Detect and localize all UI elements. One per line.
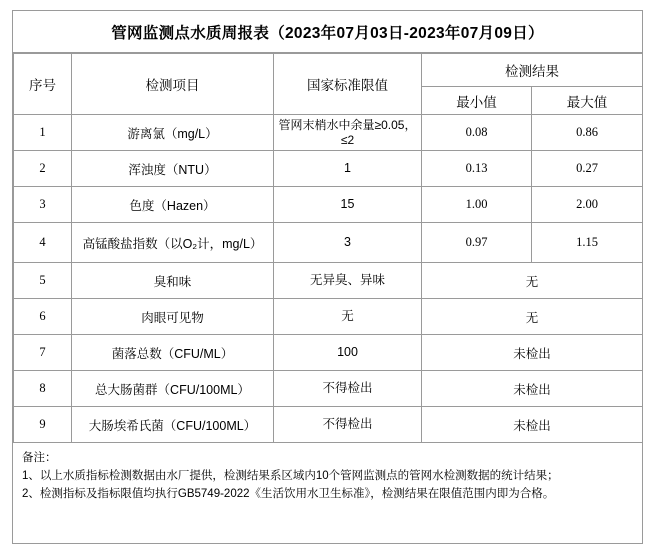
report-frame — [12, 10, 643, 544]
page-title: 管网监测点水质周报表（2023年07月03日-2023年07月09日） — [111, 24, 544, 42]
row-standard: 无 — [274, 299, 422, 335]
notes-line-1: 1、以上水质指标检测数据由水厂提供，检测结果系区域内10个管网监测点的管网水检测数据的统计结果； — [22, 469, 559, 482]
table-header-row-1 — [14, 54, 643, 87]
header-max: 最大值 — [532, 87, 643, 115]
row-item: 肉眼可见物 — [72, 299, 274, 335]
row-item: 大肠埃希氏菌（CFU/100ML） — [72, 407, 274, 443]
row-item: 色度（Hazen） — [72, 187, 274, 223]
table-row — [14, 407, 643, 443]
row-max: 0.86 — [532, 115, 643, 151]
notes-section — [13, 443, 642, 543]
table-head — [14, 54, 643, 115]
row-standard: 管网末梢水中余量≥0.05，≤2 — [274, 115, 422, 151]
water-quality-table — [13, 53, 643, 443]
header-standard: 国家标准限值 — [274, 54, 422, 115]
header-no: 序号 — [14, 54, 72, 115]
row-item: 高锰酸盐指数（以O₂计，mg/L） — [72, 223, 274, 263]
row-no: 9 — [14, 407, 72, 443]
row-result: 无 — [422, 299, 643, 335]
row-standard: 100 — [274, 335, 422, 371]
row-no: 3 — [14, 187, 72, 223]
row-standard: 1 — [274, 151, 422, 187]
row-max: 2.00 — [532, 187, 643, 223]
row-item: 臭和味 — [72, 263, 274, 299]
row-no: 4 — [14, 223, 72, 263]
row-min: 0.08 — [422, 115, 532, 151]
notes-label: 备注： — [22, 452, 57, 464]
row-result: 未检出 — [422, 335, 643, 371]
header-min: 最小值 — [422, 87, 532, 115]
row-standard: 3 — [274, 223, 422, 263]
notes-line-2: 2、检测指标及指标限值均执行GB5749-2022《生活饮用水卫生标准》，检测结果在限值范围内即为合格。 — [22, 487, 555, 500]
row-item: 游离氯（mg/L） — [72, 115, 274, 151]
row-item: 浑浊度（NTU） — [72, 151, 274, 187]
row-item: 总大肠菌群（CFU/100ML） — [72, 371, 274, 407]
row-no: 2 — [14, 151, 72, 187]
table-row — [14, 335, 643, 371]
table-row — [14, 115, 643, 151]
report-title-bar — [13, 11, 642, 53]
row-no: 1 — [14, 115, 72, 151]
row-standard: 15 — [274, 187, 422, 223]
row-max: 1.15 — [532, 223, 643, 263]
row-result: 未检出 — [422, 371, 643, 407]
header-result-group: 检测结果 — [422, 54, 643, 87]
table-row — [14, 263, 643, 299]
row-result: 无 — [422, 263, 643, 299]
row-max: 0.27 — [532, 151, 643, 187]
header-item: 检测项目 — [72, 54, 274, 115]
table-row — [14, 371, 643, 407]
row-standard: 无异臭、异味 — [274, 263, 422, 299]
table-row — [14, 187, 643, 223]
row-no: 8 — [14, 371, 72, 407]
table-row — [14, 151, 643, 187]
row-result: 未检出 — [422, 407, 643, 443]
row-standard: 不得检出 — [274, 407, 422, 443]
table-row — [14, 299, 643, 335]
row-no: 6 — [14, 299, 72, 335]
table-row — [14, 223, 643, 263]
row-no: 7 — [14, 335, 72, 371]
row-item: 菌落总数（CFU/ML） — [72, 335, 274, 371]
row-min: 0.97 — [422, 223, 532, 263]
row-standard: 不得检出 — [274, 371, 422, 407]
row-min: 1.00 — [422, 187, 532, 223]
table-body — [14, 115, 643, 443]
row-min: 0.13 — [422, 151, 532, 187]
row-no: 5 — [14, 263, 72, 299]
